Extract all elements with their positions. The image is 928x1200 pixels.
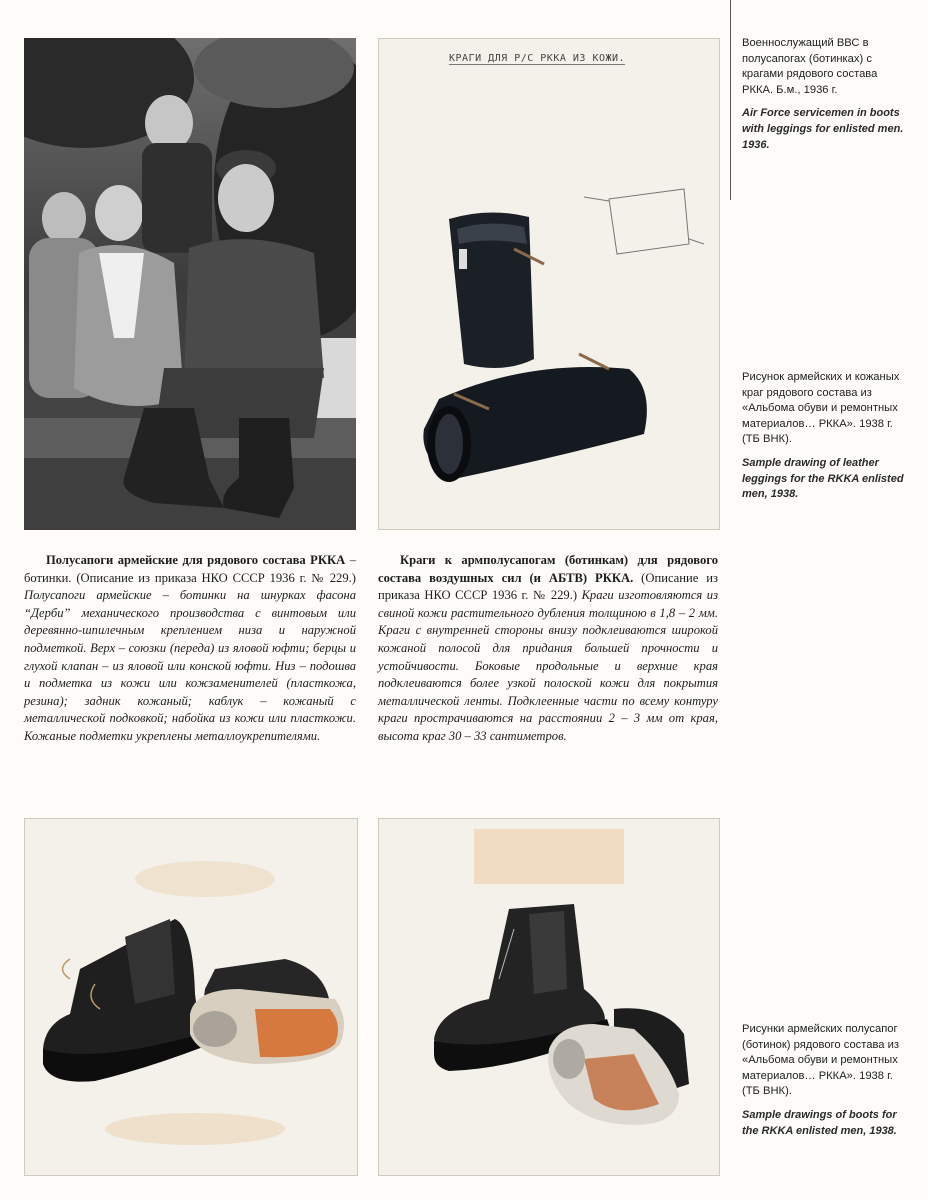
text-leggings-lead: (Описание из приказа НКО СССР 1936 г. № 229.) [378, 570, 718, 603]
caption-photo-1936-ru: Военнослужащий ВВС в полусапогах (ботинках) с крагами рядового состава РККА. Б.м., 1936 г. [742, 37, 878, 96]
text-boots-heading: Полусапоги армейские для рядового состава РККА [46, 553, 346, 567]
caption-photo-1936-en: Air Force servicemen in boots with leggings for enlisted men. 1936. [742, 107, 904, 151]
leggings-illustration [379, 39, 719, 529]
plate-leggings-drawing [378, 38, 720, 530]
text-column-boots [24, 552, 356, 746]
text-leggings-heading: Краги к армполусапогам (ботинкам) для рядового состава воздушных сил (и АБТВ) РККА. [378, 553, 718, 585]
text-boots-lead: – ботинки. (Описание из приказа НКО СССР 1936 г. № 229.) [24, 553, 356, 585]
caption-leggings-drawing [742, 370, 910, 503]
plate-boots-drawing-2 [378, 818, 720, 1176]
caption-leggings-drawing-en: Sample drawing of leather leggings for the RKKA enlisted men, 1938. [742, 456, 904, 501]
caption-leggings-drawing-ru: Рисунок армейских и кожаных краг рядового состава из «Альбома обуви и ремонтных материалов… РККА». 1938 г. (ТБ ВНК). [742, 371, 900, 446]
caption-boots-drawings-ru: Рисунки армейских полусапог (ботинок) рядового состава из «Альбома обуви и ремонтных материалов… РККА». 1938 г. (ТБ ВНК). [742, 1023, 900, 1098]
caption-column-rule [730, 0, 731, 200]
photo-servicemen-image [24, 38, 356, 530]
text-boots-body: Полусапоги армейские – ботинки на шнурках фасона “Дерби” механического производства с винтовым или деревянно-шпилечным креплением низа и наружной подметкой. Верх – союзки (переда) из яловой юфти; берцы и глухой клапан – из яловой или конской юфти. Низ – подошва и подметка из кожи или кожзаменителей (пласткожа, резина); задник кожаный; каблук – кожаный с металлической подковкой; набойка из кожи или пласткожи. Кожаные подметки укреплены металлоукрепителями. [24, 588, 356, 743]
caption-photo-1936 [742, 36, 910, 153]
text-leggings-paragraph [378, 552, 718, 746]
text-column-leggings [378, 552, 718, 746]
text-leggings-body: Краги изготовляются из свиной кожи растительного дубления толщиною в 1,8 – 2 мм. Краги с внутренней стороны внизу подклеиваются широкой кожаной полосой для придания большей прочности и устойчивости. Боковые продольные и верхние края подклеиваются более узкой полоской кожи для покрытия металлической ленты. Подклеенные части по всему контуру краги прострачиваются на расстоянии 2 – 3 мм от края, высота краг 30 – 33 сантиметров. [378, 588, 718, 743]
photo-servicemen-1936 [24, 38, 356, 530]
boots-illustration-1 [25, 819, 357, 1175]
boots-illustration-2 [379, 819, 719, 1175]
plate-boots-drawing-1 [24, 818, 358, 1176]
text-boots-paragraph [24, 552, 356, 746]
plate-label: КРАГИ ДЛЯ Р/С РККА ИЗ КОЖИ. [449, 53, 626, 64]
caption-boots-drawings-en: Sample drawings of boots for the RKKA enlisted men, 1938. [742, 1108, 897, 1137]
caption-boots-drawings [742, 1022, 910, 1139]
